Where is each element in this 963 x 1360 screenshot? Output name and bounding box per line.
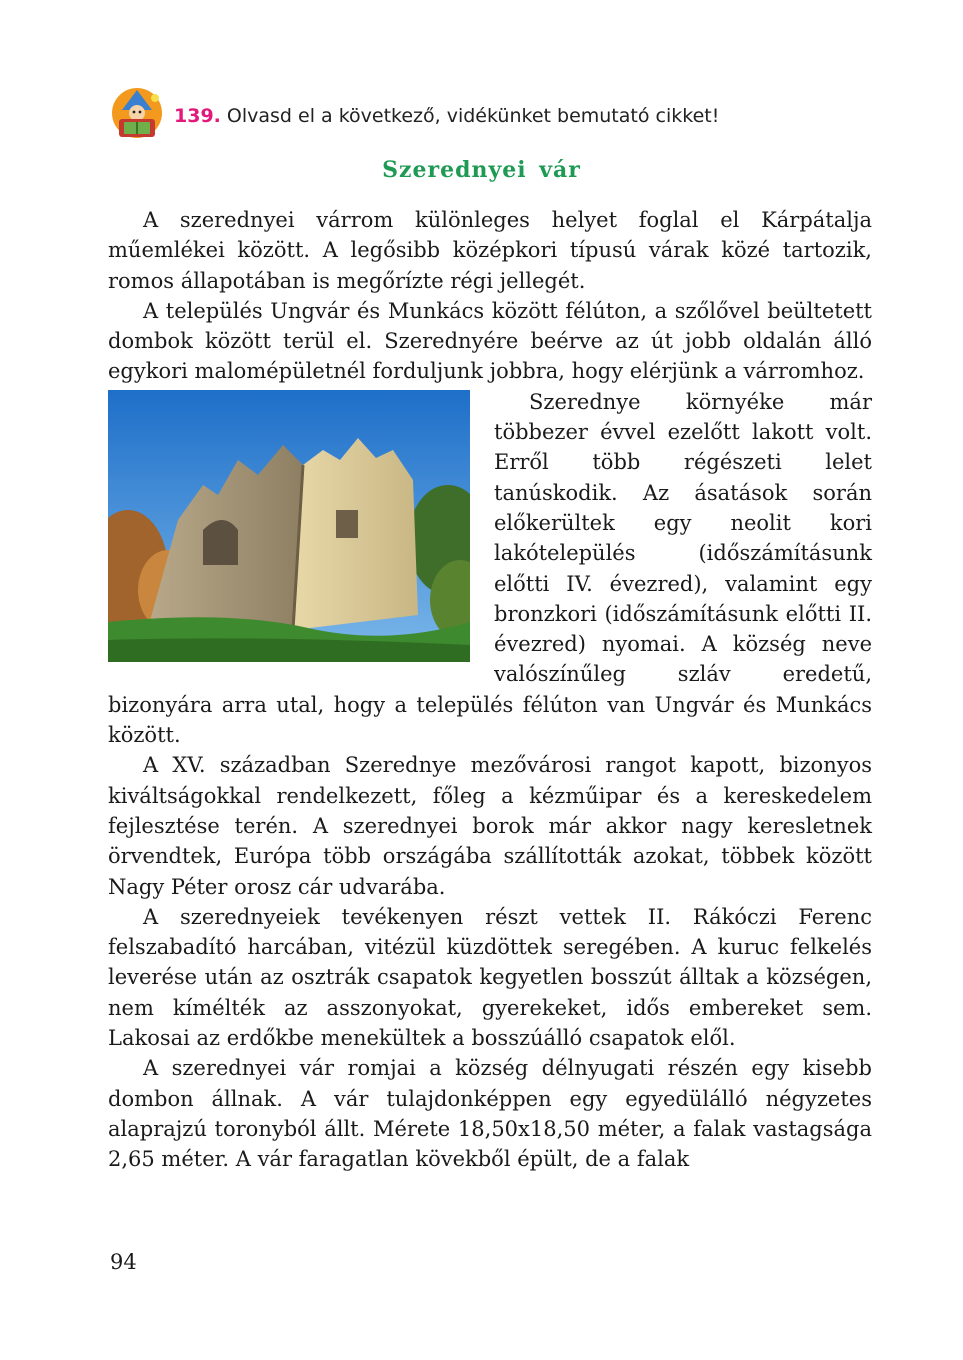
paragraph-2: A település Ungvár és Munkács között félúton, a szőlővel beültetett dombok között terül el. Szerednyére beérve az út jobb oldalán álló egykori malomépületnél forduljunk jobbra, hogy elérjünk a várromhoz. [108,298,872,384]
page-number: 94 [110,1250,137,1274]
paragraph-3: Szerednye környéke már többezer évvel ezelőtt lakott volt. Erről több régészeti lelet tanúskodik. Az ásatások során előkerültek egy neolit kori lakótelepülés (időszámításunk előtti IV. évezred), valamint egy bronzkori (időszámításunk előtti II. évezred) nyomai. A község neve valószínűleg szláv eredetű, bizonyára arra utal, hogy a település félúton van Ungvár és Munkács között. [108,389,872,748]
exercise-instruction: Olvasd el a következő, vidékünket bemutató cikket! [226,105,720,127]
article-body [108,205,872,1175]
exercise-number: 139. [174,105,221,127]
castle-ruin-photo [108,390,470,662]
paragraph-5: A szerednyeiek tevékenyen részt vettek II. Rákóczi Ferenc felszabadító harcában, vitézül küzdöttek seregében. A kuruc felkelés leverése után az osztrák csapatok kegyetlen bosszút álltak a községen, nem kímélték az asszonyokat, gyerekeket, idős embereket sem. Lakosai az erdőkbe menekültek a bosszúálló csapatok elől. [108,904,872,1051]
exercise-header [110,86,870,142]
paragraph-6: A szerednyei vár romjai a község délnyugati részén egy kisebb dombon állnak. A vár tulajdonképpen egy egyedülálló négyzetes alaprajzú toronyból állt. Mérete 18,50x18,50 méter, a falak vastagsága 2,65 méter. A vár faragatlan kövekből épült, de a falak [108,1056,872,1172]
paragraph-4: A XV. században Szerednye mezővárosi rangot kapott, bizonyos kiváltságokkal rendelkezett, főleg a kézműipar és a kereskedelem fejlesztése terén. A szerednyei borok már akkor nagy keresletnek örvendtek, Európa több országába szállították azokat, többek között Nagy Péter orosz cár udvarába. [108,753,872,899]
paragraph-1: A szerednyei várrom különleges helyet foglal el Kárpátalja műemlékei között. A legősibb középkori típusú várak közé tartozik, romos állapotában is megőrízte régi jellegét. [108,208,872,293]
article-title: Szerednyei vár [382,157,581,183]
mascot-reading-icon [110,86,164,142]
